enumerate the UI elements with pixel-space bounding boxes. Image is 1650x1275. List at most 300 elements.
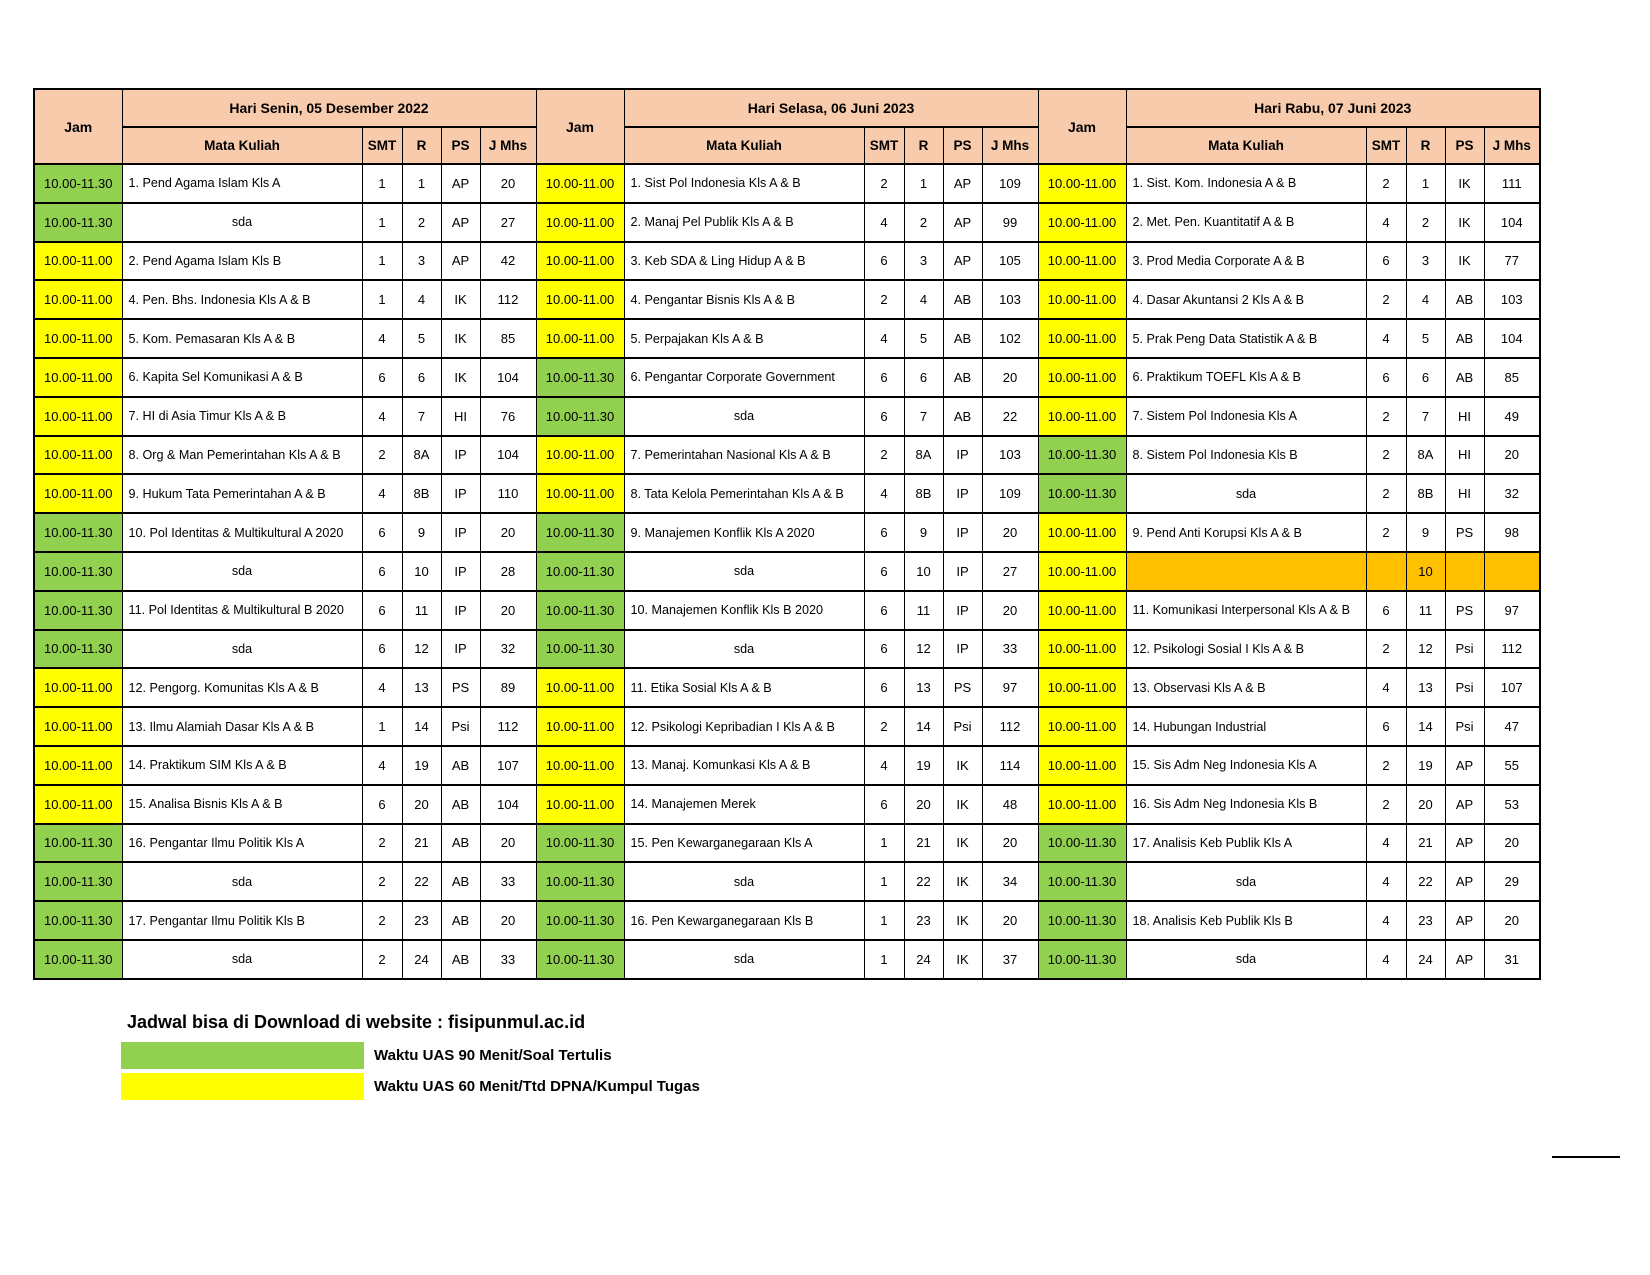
- ps-cell: HI: [1445, 436, 1484, 475]
- room-cell: 13: [1406, 668, 1445, 707]
- ps-cell: AB: [943, 319, 982, 358]
- course-cell: 5. Perpajakan Kls A & B: [624, 319, 864, 358]
- col-header-smt: SMT: [864, 127, 904, 164]
- room-cell: 3: [904, 242, 943, 281]
- ps-cell: AB: [441, 901, 480, 940]
- ps-cell: AP: [1445, 824, 1484, 863]
- room-cell: 1: [1406, 164, 1445, 203]
- ps-cell: IK: [1445, 203, 1484, 242]
- exam-schedule-table: [33, 88, 1541, 980]
- jmhs-cell: 20: [480, 591, 536, 630]
- jmhs-cell: 20: [1484, 436, 1540, 475]
- ps-cell: IK: [943, 901, 982, 940]
- course-cell: 8. Org & Man Pemerintahan Kls A & B: [122, 436, 362, 475]
- smt-cell: 6: [1366, 242, 1406, 281]
- jam-cell: 10.00-11.00: [1038, 164, 1126, 203]
- room-cell: 20: [1406, 785, 1445, 824]
- course-cell: sda: [1126, 940, 1366, 979]
- smt-cell: 2: [362, 901, 402, 940]
- room-cell: 24: [1406, 940, 1445, 979]
- col-header-smt: SMT: [1366, 127, 1406, 164]
- jmhs-cell: 85: [1484, 358, 1540, 397]
- jmhs-cell: 33: [480, 940, 536, 979]
- ps-cell: IP: [441, 474, 480, 513]
- course-cell: 13. Manaj. Komunkasi Kls A & B: [624, 746, 864, 785]
- jam-cell: 10.00-11.00: [1038, 397, 1126, 436]
- ps-cell: IK: [1445, 242, 1484, 281]
- ps-cell: AB: [943, 280, 982, 319]
- smt-cell: 6: [864, 785, 904, 824]
- room-cell: 20: [402, 785, 441, 824]
- col-header-ps: PS: [943, 127, 982, 164]
- smt-cell: 2: [1366, 785, 1406, 824]
- smt-cell: 2: [1366, 280, 1406, 319]
- jmhs-cell: 32: [480, 630, 536, 669]
- course-cell: [1126, 552, 1366, 591]
- ps-cell: IP: [943, 630, 982, 669]
- course-cell: 4. Pen. Bhs. Indonesia Kls A & B: [122, 280, 362, 319]
- smt-cell: 4: [1366, 668, 1406, 707]
- course-cell: 9. Manajemen Konflik Kls A 2020: [624, 513, 864, 552]
- table-row: [34, 707, 1540, 746]
- course-cell: 7. HI di Asia Timur Kls A & B: [122, 397, 362, 436]
- ps-cell: Psi: [943, 707, 982, 746]
- course-cell: 7. Pemerintahan Nasional Kls A & B: [624, 436, 864, 475]
- jam-column-header: Jam: [536, 89, 624, 164]
- jmhs-cell: 37: [982, 940, 1038, 979]
- jmhs-cell: 20: [982, 901, 1038, 940]
- jmhs-cell: 107: [480, 746, 536, 785]
- smt-cell: 4: [362, 668, 402, 707]
- jam-cell: 10.00-11.30: [34, 862, 122, 901]
- jam-cell: 10.00-11.30: [536, 940, 624, 979]
- jmhs-cell: 102: [982, 319, 1038, 358]
- room-cell: 14: [1406, 707, 1445, 746]
- jam-cell: 10.00-11.00: [1038, 280, 1126, 319]
- jam-cell: 10.00-11.00: [34, 242, 122, 281]
- room-cell: 8B: [904, 474, 943, 513]
- smt-cell: 1: [864, 901, 904, 940]
- jmhs-cell: 31: [1484, 940, 1540, 979]
- jmhs-cell: 47: [1484, 707, 1540, 746]
- jam-cell: 10.00-11.00: [1038, 746, 1126, 785]
- ps-cell: Psi: [441, 707, 480, 746]
- table-row: [34, 901, 1540, 940]
- day-header: Hari Rabu, 07 Juni 2023: [1126, 89, 1540, 127]
- jmhs-cell: 53: [1484, 785, 1540, 824]
- jmhs-cell: 28: [480, 552, 536, 591]
- ps-cell: IP: [943, 436, 982, 475]
- room-cell: 23: [402, 901, 441, 940]
- jmhs-cell: 104: [480, 358, 536, 397]
- ps-cell: AP: [441, 242, 480, 281]
- room-cell: 8A: [904, 436, 943, 475]
- room-cell: 4: [904, 280, 943, 319]
- jam-cell: 10.00-11.00: [34, 397, 122, 436]
- ps-cell: HI: [441, 397, 480, 436]
- room-cell: 4: [402, 280, 441, 319]
- ps-cell: AP: [1445, 901, 1484, 940]
- ps-cell: IK: [1445, 164, 1484, 203]
- room-cell: 5: [904, 319, 943, 358]
- room-cell: 6: [402, 358, 441, 397]
- smt-cell: 4: [362, 319, 402, 358]
- ps-cell: AP: [1445, 785, 1484, 824]
- table-row: [34, 668, 1540, 707]
- legend-row-yellow: [121, 1073, 700, 1100]
- course-cell: 2. Pend Agama Islam Kls B: [122, 242, 362, 281]
- smt-cell: [1366, 552, 1406, 591]
- ps-cell: PS: [943, 668, 982, 707]
- room-cell: 14: [904, 707, 943, 746]
- course-cell: sda: [122, 940, 362, 979]
- jmhs-cell: 107: [1484, 668, 1540, 707]
- jmhs-cell: 76: [480, 397, 536, 436]
- course-cell: 13. Ilmu Alamiah Dasar Kls A & B: [122, 707, 362, 746]
- smt-cell: 2: [1366, 397, 1406, 436]
- smt-cell: 1: [864, 940, 904, 979]
- ps-cell: AB: [1445, 280, 1484, 319]
- jmhs-cell: 109: [982, 474, 1038, 513]
- course-cell: 5. Kom. Pemasaran Kls A & B: [122, 319, 362, 358]
- smt-cell: 4: [362, 397, 402, 436]
- ps-cell: AB: [1445, 358, 1484, 397]
- col-header-mata-kuliah: Mata Kuliah: [122, 127, 362, 164]
- smt-cell: 4: [362, 474, 402, 513]
- smt-cell: 4: [864, 746, 904, 785]
- course-cell: 9. Pend Anti Korupsi Kls A & B: [1126, 513, 1366, 552]
- course-cell: 1. Pend Agama Islam Kls A: [122, 164, 362, 203]
- jam-cell: 10.00-11.30: [536, 630, 624, 669]
- jam-cell: 10.00-11.30: [536, 901, 624, 940]
- jam-cell: 10.00-11.00: [34, 319, 122, 358]
- jam-cell: 10.00-11.00: [1038, 668, 1126, 707]
- green-legend-swatch: [121, 1042, 364, 1069]
- jam-cell: 10.00-11.30: [34, 630, 122, 669]
- jam-cell: 10.00-11.30: [536, 862, 624, 901]
- ps-cell: PS: [1445, 513, 1484, 552]
- jmhs-cell: 55: [1484, 746, 1540, 785]
- jam-cell: 10.00-11.30: [1038, 824, 1126, 863]
- ps-cell: AB: [441, 746, 480, 785]
- room-cell: 12: [1406, 630, 1445, 669]
- col-header-mata-kuliah: Mata Kuliah: [624, 127, 864, 164]
- course-cell: 1. Sist Pol Indonesia Kls A & B: [624, 164, 864, 203]
- ps-cell: AB: [441, 940, 480, 979]
- table-row: [34, 785, 1540, 824]
- room-cell: 5: [1406, 319, 1445, 358]
- smt-cell: 6: [864, 358, 904, 397]
- jam-cell: 10.00-11.00: [1038, 358, 1126, 397]
- jam-cell: 10.00-11.30: [536, 824, 624, 863]
- course-cell: 8. Tata Kelola Pemerintahan Kls A & B: [624, 474, 864, 513]
- jam-cell: 10.00-11.00: [1038, 552, 1126, 591]
- smt-cell: 4: [864, 319, 904, 358]
- jam-cell: 10.00-11.00: [34, 436, 122, 475]
- room-cell: 1: [904, 164, 943, 203]
- course-cell: 13. Observasi Kls A & B: [1126, 668, 1366, 707]
- smt-cell: 6: [864, 668, 904, 707]
- course-cell: 15. Sis Adm Neg Indonesia Kls A: [1126, 746, 1366, 785]
- room-cell: 21: [1406, 824, 1445, 863]
- room-cell: 7: [904, 397, 943, 436]
- jam-cell: 10.00-11.00: [1038, 591, 1126, 630]
- col-header-mata-kuliah: Mata Kuliah: [1126, 127, 1366, 164]
- course-cell: sda: [624, 397, 864, 436]
- table-row: [34, 436, 1540, 475]
- course-cell: 6. Kapita Sel Komunikasi A & B: [122, 358, 362, 397]
- ps-cell: [1445, 552, 1484, 591]
- room-cell: 9: [904, 513, 943, 552]
- ps-cell: IK: [943, 785, 982, 824]
- ps-cell: Psi: [1445, 630, 1484, 669]
- ps-cell: AB: [441, 862, 480, 901]
- course-cell: sda: [122, 552, 362, 591]
- table-row: [34, 940, 1540, 979]
- jam-cell: 10.00-11.00: [536, 474, 624, 513]
- room-cell: 8B: [402, 474, 441, 513]
- smt-cell: 2: [864, 280, 904, 319]
- jmhs-cell: 104: [1484, 319, 1540, 358]
- ps-cell: IP: [441, 630, 480, 669]
- smt-cell: 6: [362, 591, 402, 630]
- jam-cell: 10.00-11.30: [1038, 474, 1126, 513]
- jmhs-cell: 20: [1484, 824, 1540, 863]
- smt-cell: 6: [864, 591, 904, 630]
- jmhs-cell: 49: [1484, 397, 1540, 436]
- jmhs-cell: 77: [1484, 242, 1540, 281]
- jmhs-cell: [1484, 552, 1540, 591]
- yellow-legend-swatch: [121, 1073, 364, 1100]
- room-cell: 9: [1406, 513, 1445, 552]
- course-cell: sda: [624, 630, 864, 669]
- smt-cell: 4: [1366, 901, 1406, 940]
- room-cell: 10: [904, 552, 943, 591]
- room-cell: 13: [402, 668, 441, 707]
- table-row: [34, 824, 1540, 863]
- smt-cell: 4: [1366, 862, 1406, 901]
- course-cell: 5. Prak Peng Data Statistik A & B: [1126, 319, 1366, 358]
- jam-cell: 10.00-11.00: [536, 203, 624, 242]
- room-cell: 19: [904, 746, 943, 785]
- smt-cell: 4: [1366, 824, 1406, 863]
- ps-cell: IP: [943, 591, 982, 630]
- course-cell: 11. Pol Identitas & Multikultural B 2020: [122, 591, 362, 630]
- course-cell: sda: [122, 203, 362, 242]
- jmhs-cell: 104: [480, 785, 536, 824]
- col-header-ps: PS: [1445, 127, 1484, 164]
- jam-cell: 10.00-11.30: [1038, 862, 1126, 901]
- jam-cell: 10.00-11.30: [536, 552, 624, 591]
- ps-cell: AB: [943, 397, 982, 436]
- jam-cell: 10.00-11.00: [536, 164, 624, 203]
- ps-cell: Psi: [1445, 707, 1484, 746]
- smt-cell: 6: [864, 552, 904, 591]
- smt-cell: 6: [362, 630, 402, 669]
- smt-cell: 1: [864, 824, 904, 863]
- jmhs-cell: 20: [480, 901, 536, 940]
- course-cell: 16. Pengantar Ilmu Politik Kls A: [122, 824, 362, 863]
- jmhs-cell: 33: [480, 862, 536, 901]
- room-cell: 5: [402, 319, 441, 358]
- jmhs-cell: 103: [1484, 280, 1540, 319]
- smt-cell: 4: [1366, 319, 1406, 358]
- room-cell: 2: [904, 203, 943, 242]
- col-header-r: R: [1406, 127, 1445, 164]
- jmhs-cell: 48: [982, 785, 1038, 824]
- course-cell: 14. Praktikum SIM Kls A & B: [122, 746, 362, 785]
- jam-cell: 10.00-11.00: [34, 785, 122, 824]
- course-cell: 8. Sistem Pol Indonesia Kls B: [1126, 436, 1366, 475]
- exam-schedule: [33, 88, 1541, 980]
- table-row: [34, 552, 1540, 591]
- room-cell: 8B: [1406, 474, 1445, 513]
- room-cell: 6: [904, 358, 943, 397]
- jam-cell: 10.00-11.00: [34, 668, 122, 707]
- jam-column-header: Jam: [34, 89, 122, 164]
- col-header-r: R: [904, 127, 943, 164]
- jam-cell: 10.00-11.00: [1038, 242, 1126, 281]
- jmhs-cell: 111: [1484, 164, 1540, 203]
- smt-cell: 2: [362, 824, 402, 863]
- room-cell: 9: [402, 513, 441, 552]
- ps-cell: IP: [441, 513, 480, 552]
- room-cell: 12: [904, 630, 943, 669]
- smt-cell: 2: [362, 436, 402, 475]
- course-cell: 9. Hukum Tata Pemerintahan A & B: [122, 474, 362, 513]
- smt-cell: 4: [1366, 203, 1406, 242]
- smt-cell: 2: [1366, 436, 1406, 475]
- download-note: Jadwal bisa di Download di website : fisipunmul.ac.id: [127, 1012, 586, 1032]
- ps-cell: IK: [943, 940, 982, 979]
- course-cell: 15. Pen Kewarganegaraan Kls A: [624, 824, 864, 863]
- room-cell: 13: [904, 668, 943, 707]
- ps-cell: IK: [943, 862, 982, 901]
- smt-cell: 6: [362, 358, 402, 397]
- room-cell: 20: [904, 785, 943, 824]
- smt-cell: 1: [362, 242, 402, 281]
- jmhs-cell: 114: [982, 746, 1038, 785]
- course-cell: 15. Analisa Bisnis Kls A & B: [122, 785, 362, 824]
- room-cell: 2: [402, 203, 441, 242]
- ps-cell: AB: [441, 824, 480, 863]
- jam-cell: 10.00-11.30: [34, 940, 122, 979]
- smt-cell: 2: [1366, 513, 1406, 552]
- jmhs-cell: 103: [982, 436, 1038, 475]
- jmhs-cell: 34: [982, 862, 1038, 901]
- smt-cell: 6: [864, 513, 904, 552]
- course-cell: sda: [1126, 862, 1366, 901]
- smt-cell: 6: [864, 397, 904, 436]
- smt-cell: 6: [362, 513, 402, 552]
- room-cell: 10: [402, 552, 441, 591]
- room-cell: 2: [1406, 203, 1445, 242]
- smt-cell: 6: [864, 242, 904, 281]
- jam-cell: 10.00-11.30: [1038, 940, 1126, 979]
- smt-cell: 1: [362, 164, 402, 203]
- course-cell: 16. Sis Adm Neg Indonesia Kls B: [1126, 785, 1366, 824]
- room-cell: 8A: [1406, 436, 1445, 475]
- jam-cell: 10.00-11.00: [536, 668, 624, 707]
- smt-cell: 6: [362, 552, 402, 591]
- ps-cell: AP: [943, 164, 982, 203]
- smt-cell: 2: [362, 940, 402, 979]
- room-cell: 3: [402, 242, 441, 281]
- course-cell: 3. Prod Media Corporate A & B: [1126, 242, 1366, 281]
- table-row: [34, 591, 1540, 630]
- jam-cell: 10.00-11.30: [1038, 436, 1126, 475]
- jmhs-cell: 97: [1484, 591, 1540, 630]
- jmhs-cell: 33: [982, 630, 1038, 669]
- jam-cell: 10.00-11.00: [536, 242, 624, 281]
- ps-cell: AB: [441, 785, 480, 824]
- smt-cell: 1: [864, 862, 904, 901]
- table-row: [34, 474, 1540, 513]
- col-header-j-mhs: J Mhs: [982, 127, 1038, 164]
- room-cell: 24: [402, 940, 441, 979]
- jmhs-cell: 20: [982, 513, 1038, 552]
- table-row: [34, 862, 1540, 901]
- course-cell: 10. Pol Identitas & Multikultural A 2020: [122, 513, 362, 552]
- room-cell: 6: [1406, 358, 1445, 397]
- jam-cell: 10.00-11.30: [34, 901, 122, 940]
- smt-cell: 1: [362, 707, 402, 746]
- ps-cell: AP: [441, 164, 480, 203]
- jmhs-cell: 98: [1484, 513, 1540, 552]
- jam-cell: 10.00-11.30: [536, 358, 624, 397]
- jam-cell: 10.00-11.30: [536, 591, 624, 630]
- jmhs-cell: 109: [982, 164, 1038, 203]
- jmhs-cell: 85: [480, 319, 536, 358]
- table-row: [34, 513, 1540, 552]
- smt-cell: 2: [1366, 746, 1406, 785]
- course-cell: 2. Manaj Pel Publik Kls A & B: [624, 203, 864, 242]
- col-header-r: R: [402, 127, 441, 164]
- course-cell: 10. Manajemen Konflik Kls B 2020: [624, 591, 864, 630]
- jam-cell: 10.00-11.00: [1038, 707, 1126, 746]
- course-cell: 2. Met. Pen. Kuantitatif A & B: [1126, 203, 1366, 242]
- room-cell: 11: [402, 591, 441, 630]
- ps-cell: AB: [943, 358, 982, 397]
- ps-cell: AP: [1445, 862, 1484, 901]
- room-cell: 11: [1406, 591, 1445, 630]
- ps-cell: IP: [943, 552, 982, 591]
- ps-cell: IK: [943, 824, 982, 863]
- ps-cell: IP: [441, 552, 480, 591]
- ps-cell: AP: [943, 242, 982, 281]
- jam-cell: 10.00-11.30: [536, 513, 624, 552]
- jmhs-cell: 22: [982, 397, 1038, 436]
- ps-cell: IK: [441, 280, 480, 319]
- course-cell: 16. Pen Kewarganegaraan Kls B: [624, 901, 864, 940]
- jam-cell: 10.00-11.30: [34, 591, 122, 630]
- jmhs-cell: 29: [1484, 862, 1540, 901]
- jmhs-cell: 20: [1484, 901, 1540, 940]
- room-cell: 21: [904, 824, 943, 863]
- course-cell: 11. Komunikasi Interpersonal Kls A & B: [1126, 591, 1366, 630]
- room-cell: 7: [1406, 397, 1445, 436]
- course-cell: 4. Dasar Akuntansi 2 Kls A & B: [1126, 280, 1366, 319]
- jmhs-cell: 112: [1484, 630, 1540, 669]
- jmhs-cell: 20: [982, 824, 1038, 863]
- jmhs-cell: 104: [1484, 203, 1540, 242]
- jmhs-cell: 20: [480, 824, 536, 863]
- course-cell: 11. Etika Sosial Kls A & B: [624, 668, 864, 707]
- room-cell: 11: [904, 591, 943, 630]
- room-cell: 22: [904, 862, 943, 901]
- legend: [121, 1042, 700, 1104]
- smt-cell: 2: [1366, 630, 1406, 669]
